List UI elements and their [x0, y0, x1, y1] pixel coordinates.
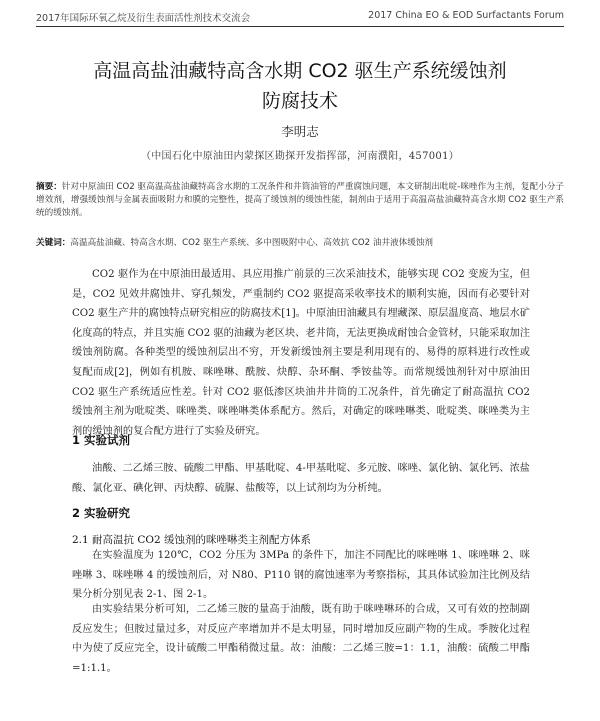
result-paragraph: 由实验结果分析可知，二乙烯三胺的量高于油酸，既有助于咪唑啉环的合成，又可有效的控制副反应发生；但胺过量过多，对反应产率增加并不是太明显，同时增加反应副产物的生成。季胺化过程中为使了反应完全，设计硫酸二甲酯稍微过量。故：油酸：二乙烯三胺=1：1.1，油酸：硫酸二甲酯=1:1.1。 — [72, 604, 530, 674]
header-conference-en: 2017 China EO & EOD Surfactants Forum — [368, 10, 564, 21]
section-2-heading: 2 实验研究 — [72, 506, 131, 520]
abstract-label: 摘要： — [36, 182, 62, 192]
reagents-paragraph: 油酸、二乙烯三胺、硫酸二甲酯、甲基吡啶、4-甲基吡啶、多元胺、咪唑、氯化钠、氯化钙、浓盐酸、氯化亚、碘化钾、丙炔醇、硫脲、盐酸等，以上试剂均为分析纯。 — [72, 463, 530, 494]
keywords-text: 高温高盐油藏、特高含水期、CO2 驱生产系统、多中图吸附中心、高效抗 CO2 油井液体缓蚀剂 — [70, 238, 434, 248]
page-header — [36, 8, 564, 27]
intro-paragraph: CO2 驱作为在中原油田最适用、具应用推广前景的三次采油技术，能够实现 CO2 变废为宝，但是，CO2 见效井腐蚀井、穿孔频发，严重制约 CO2 驱提高采收率技术的顺利实施，因而有必要针对 CO2 驱生产井的腐蚀特点研究相应的防腐技术[1]。中原油田油藏具有埋藏深、原层温度高、地层水矿化度高的特点，并且实施 CO2 驱的油藏为老区块、老井筒，无法更换成耐蚀合金管材，只能采取加注缓蚀剂防腐。各种类型的缓蚀剂层出不穷，开发新缓蚀剂主要是利用现有的、易得的原料进行改性或复配而成[2]，例如有机胺、咪唑啉、酰胺、炔醇、杂环酮、季铵盐等。而常规缓蚀剂针对中原油田 CO2 驱生产系统适应性差。针对 CO2 驱低渗区块油井井筒的工况条件，首先确定了耐高温抗 CO2 缓蚀剂主剂为吡啶类、咪唑类、咪唑啉类体系配方。然后，对确定的咪唑啉类、吡啶类、咪唑类为主剂的缓蚀剂的复合配方进行了实验及研究。 — [72, 269, 530, 437]
paper-title — [36, 56, 564, 116]
section-1-heading: 1 实验试剂 — [72, 433, 131, 447]
title-line-1: 高温高盐油藏特高含水期 CO2 驱生产系统缓蚀剂 — [93, 60, 507, 82]
subsection-2-1-heading: 2.1 耐高温抗 CO2 缓蚀剂的咪唑啉类主剂配方体系 — [72, 534, 312, 546]
author-name: 李明志 — [281, 124, 319, 139]
keywords-label: 关键词： — [36, 238, 71, 248]
abstract — [36, 181, 564, 220]
title-line-2: 防腐技术 — [261, 90, 338, 112]
author-affiliation: （中国石化中原油田内蒙探区勘探开发指挥部，河南濮阳，457001） — [140, 151, 460, 162]
header-conference-cn: 2017年国际环氧乙烷及衍生表面活性剂技术交流会 — [36, 13, 251, 24]
method-paragraph: 在实验温度为 120℃，CO2 分压为 3MPa 的条件下，加注不同配比的咪唑啉 1、咪唑啉 2、咪唑啉 3、咪唑啉 4 的缓蚀剂后，对 N80、P110 钢的腐蚀速率为考察指标，其具体试验加注比例及结果分析分别见表 2-1、图 2-1。 — [72, 550, 530, 601]
keywords — [36, 237, 564, 250]
abstract-text: 针对中原油田 CO2 驱高温高盐油藏特高含水期的工况条件和井筒油管的严重腐蚀问题，本文研制出吡啶-咪唑作为主剂，复配小分子增效剂，增强缓蚀剂与金属表面吸附力和膜的完整性，提高了缓蚀剂的缓蚀性能，制剂由于适用于高温高盐油藏特高含水期 CO2 驱生产系统的缓蚀剂。 — [36, 182, 564, 218]
